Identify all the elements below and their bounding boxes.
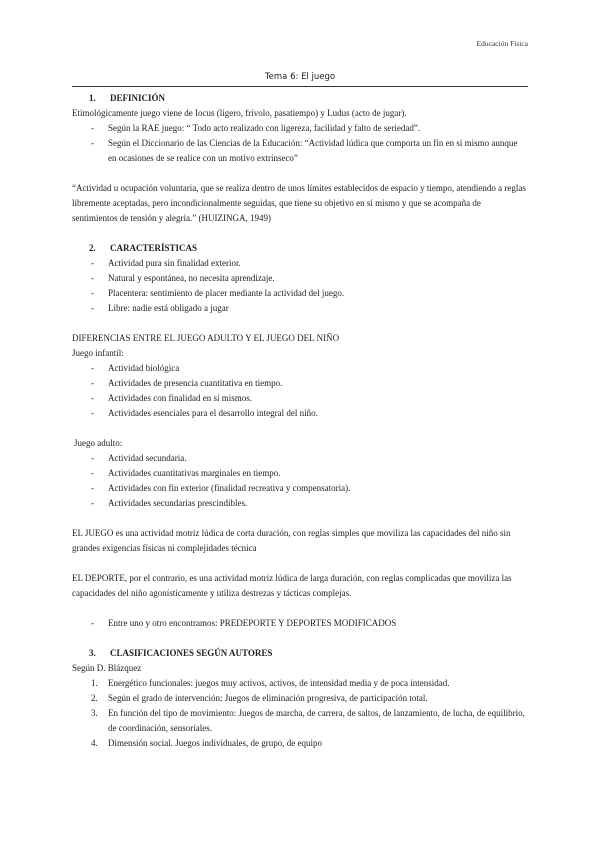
section-title: CARACTERÍSTICAS (110, 243, 198, 253)
el-juego-paragraph: EL JUEGO es una actividad motriz lúdica de corta duración, con reglas simples que moviliza las capacidades del niño sin grandes exigencias físicas ni complejidades técnica (72, 528, 511, 553)
etymology-paragraph: Etimológicamente juego viene de Iocus (ligero, frívolo, pasatiempo) y Ludus (acto de jugar). (72, 108, 407, 118)
list-item: - Actividad secundaria. (72, 451, 528, 466)
list-item: - Actividad biológica (72, 361, 528, 376)
list-item: - Actividades cuantitativas marginales en tiempo. (72, 466, 528, 481)
section-heading-clasificaciones (72, 646, 528, 661)
list-item: - Entre uno y otro encontramos: PREDEPORTE Y DEPORTES MODIFICADOS (72, 616, 528, 631)
list-item: 4. Dimensión social. Juegos individuales, de grupo, de equipo (91, 738, 322, 748)
huizinga-quote: “Actividad u ocupación voluntaria, que se realiza dentro de unos límites establecidos de espacio y tiempo, atendiendo a reglas libremente aceptadas, pero incondicionalmente seguidas, que tiene su objetivo en sí mismo y que se acompaña de sentimientos de tensión y alegría.” (HUIZINGA, 1949) (72, 183, 526, 223)
definition-list (72, 121, 528, 166)
juego-adulto-list (72, 451, 528, 511)
page-title: Tema 6: El juego (264, 72, 336, 82)
section-title: DEFINICIÓN (110, 93, 166, 103)
characteristics-list (72, 256, 528, 316)
author-label: Según D. Blázquez (72, 663, 142, 673)
document-body (72, 91, 528, 751)
list-item: 1. Energético funcionales: juegos muy activos, activos, de intensidad media y de poca intensidad. (91, 678, 450, 688)
juego-infantil-label: Juego infantil: (72, 348, 124, 358)
section-number: 3. (89, 648, 96, 658)
section-number: 2. (89, 243, 96, 253)
page-header: Educación Física (476, 39, 528, 48)
juego-infantil-list (72, 361, 528, 421)
list-item: 3. En función del tipo de movimiento: Juegos de marcha, de carrera, de saltos, de lanzamiento, de lucha, de equilibrio, de coordinación, sensoriales. (91, 708, 525, 733)
list-item: - Actividades con finalidad en sí mismos. (72, 391, 528, 406)
differences-title: DIFERENCIAS ENTRE EL JUEGO ADULTO Y EL JUEGO DEL NIÑO (72, 333, 340, 343)
section-heading-caracteristicas (72, 241, 528, 256)
predeporte-list (72, 616, 528, 631)
list-item: - Actividad pura sin finalidad exterior. (72, 256, 528, 271)
list-item: - Según la RAE juego: “ Todo acto realizado con ligereza, facilidad y falto de seriedad”. (72, 121, 528, 136)
list-item: - Libre: nadie está obligado a jugar (72, 301, 528, 316)
list-item: - Actividades con fin exterior (finalidad recreativa y compensatoria). (72, 481, 528, 496)
section-number: 1. (89, 93, 96, 103)
section-title: CLASIFICACIONES SEGÚN AUTORES (110, 648, 273, 658)
classification-list (72, 676, 528, 751)
el-deporte-paragraph: EL DEPORTE, por el contrario, es una actividad motriz lúdica de larga duración, con reglas complicadas que moviliza las capacidades del niño agonísticamente y utiliza destrezas y tácticas complejas. (72, 573, 512, 598)
list-item: - Según el Diccionario de las Ciencias de la Educación: “Actividad lúdica que comporta un fin en sí mismo aunque en ocasiones de se realice con un motivo extrínseco” (72, 136, 528, 166)
list-item: - Natural y espontánea, no necesita aprendizaje. (72, 271, 528, 286)
juego-adulto-label: Juego adulto: (74, 438, 123, 448)
list-item: 2. Según el grado de intervención: Juegos de eliminación progresiva, de participación total. (91, 693, 428, 703)
title-underline (72, 86, 528, 87)
list-item: - Actividades secundarias prescindibles. (72, 496, 528, 511)
list-item: - Actividades esenciales para el desarrollo integral del niño. (72, 406, 528, 421)
section-heading-definicion (72, 91, 528, 106)
list-item: - Placentera: sentimiento de placer mediante la actividad del juego. (72, 286, 528, 301)
list-item: - Actividades de presencia cuantitativa en tiempo. (72, 376, 528, 391)
